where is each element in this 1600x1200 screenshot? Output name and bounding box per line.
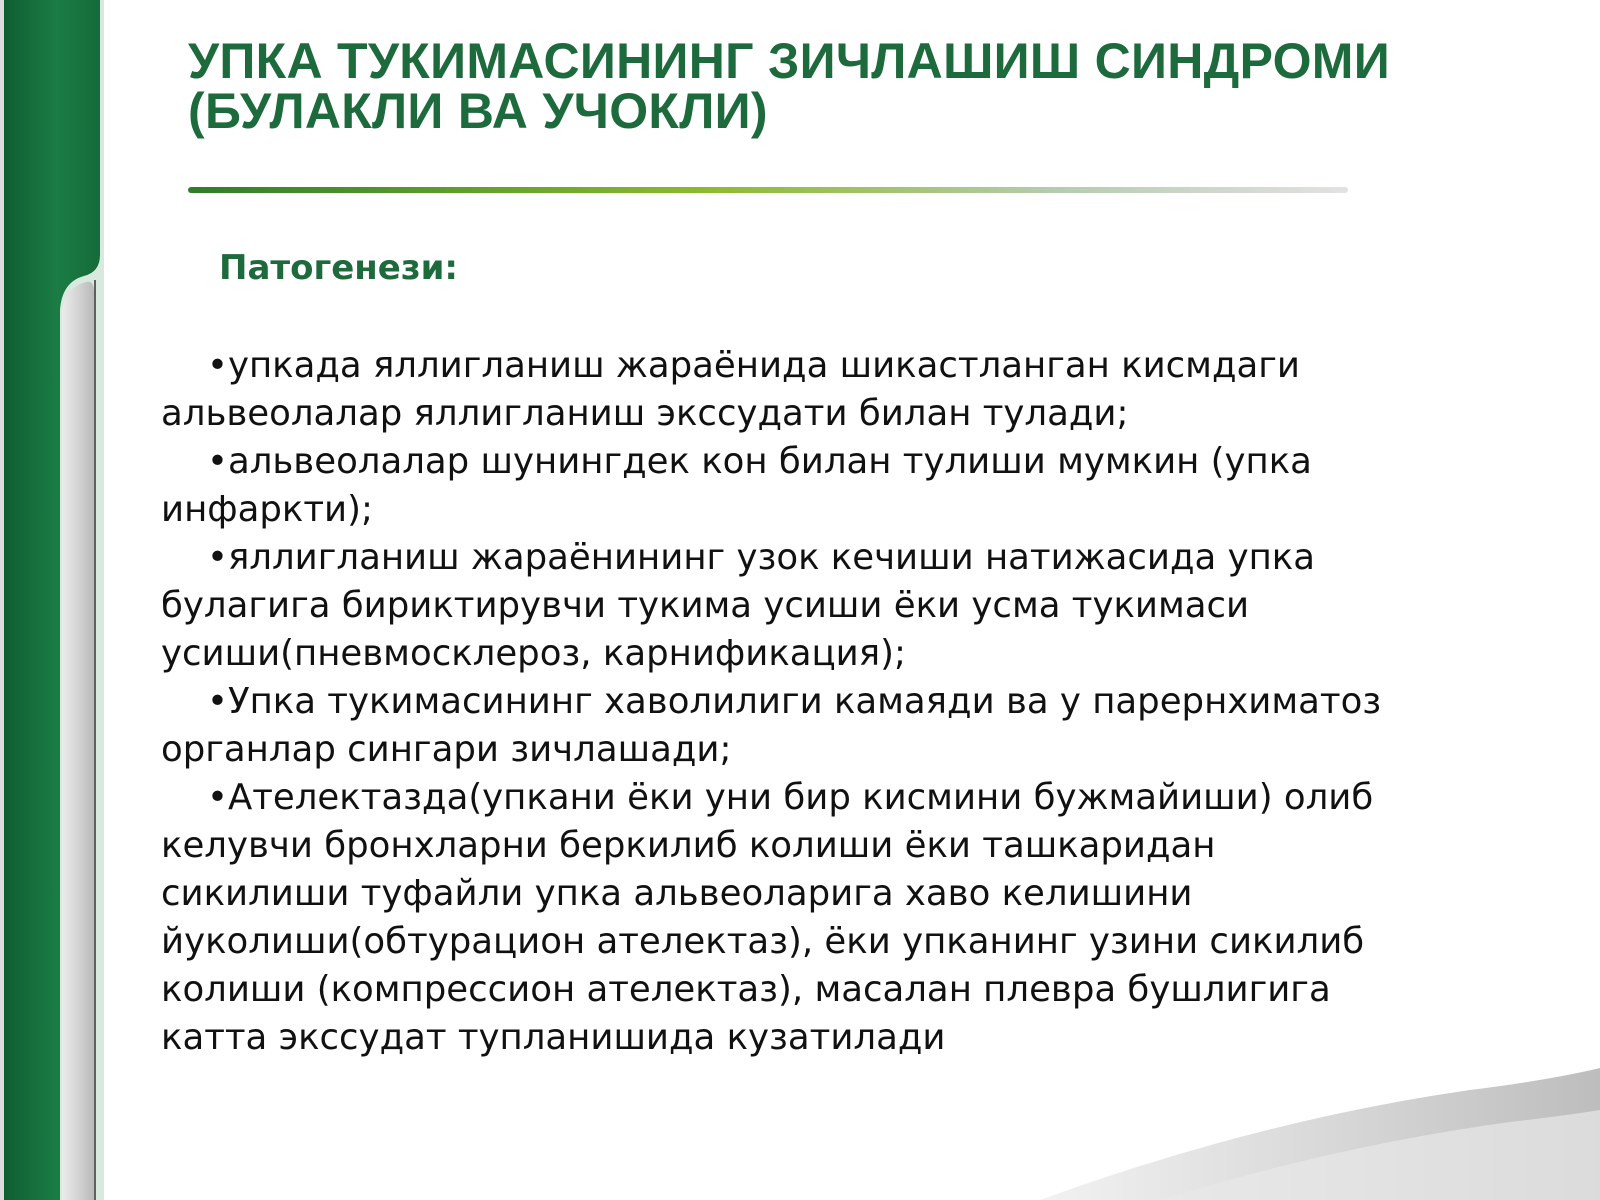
bullet-line: •яллигланиш жараёнининг узок кечиши натижасида упка <box>207 537 1316 578</box>
title-line: УПКА ТУКИМАСИНИНГ ЗИЧЛАШИШ СИНДРОМИ <box>188 33 1390 89</box>
bullet-line: •Упка тукимасининг хаволилиги камаяди ва у парернхиматоз <box>207 681 1382 722</box>
slide-title <box>188 33 1528 139</box>
bullet-line: катта экссудат тупланишида кузатилади <box>161 1017 946 1058</box>
bullet-line: •упкада яллигланиш жараёнида шикастланган кисмдаги <box>207 345 1300 386</box>
bullet-line: булагига бириктирувчи тукима усиши ёки усма тукимаси <box>161 585 1250 626</box>
bullet-item <box>161 774 1561 1062</box>
bullet-line: келувчи бронхларни беркилиб колиши ёки ташкаридан <box>161 825 1216 866</box>
title-line: (БУЛАКЛИ ВА УЧОКЛИ) <box>188 83 768 139</box>
bullet-line: органлар сингари зичлашади; <box>161 729 732 770</box>
bullet-line: колиши (компрессион ателектаз), масалан плевра бушлигига <box>161 969 1331 1010</box>
bullet-line: йуколиши(обтурацион ателектаз), ёки упканинг узини сикилиб <box>161 921 1365 962</box>
corner-swoosh-decoration <box>1040 1060 1600 1200</box>
bullet-item <box>161 534 1561 678</box>
bullet-line: усиши(пневмосклероз, карнификация); <box>161 633 906 674</box>
bullet-line: инфаркти); <box>161 489 373 530</box>
bullet-line: •альвеолалар шунингдек кон билан тулиши мумкин (упка <box>207 441 1312 482</box>
bullet-item <box>161 342 1561 438</box>
bullet-item <box>161 678 1561 774</box>
left-decorative-band <box>0 0 110 1200</box>
title-divider <box>188 187 1348 193</box>
bullet-line: •Ателектазда(упкани ёки уни бир кисмини бужмайиши) олиб <box>207 777 1374 818</box>
section-subheading: Патогенези: <box>219 248 459 288</box>
bullet-line: сикилиши туфайли упка альвеоларига хаво келишини <box>161 873 1193 914</box>
bullet-list <box>161 342 1561 1062</box>
bullet-line: альвеолалар яллигланиш экссудати билан тулади; <box>161 393 1129 434</box>
bullet-item <box>161 438 1561 534</box>
